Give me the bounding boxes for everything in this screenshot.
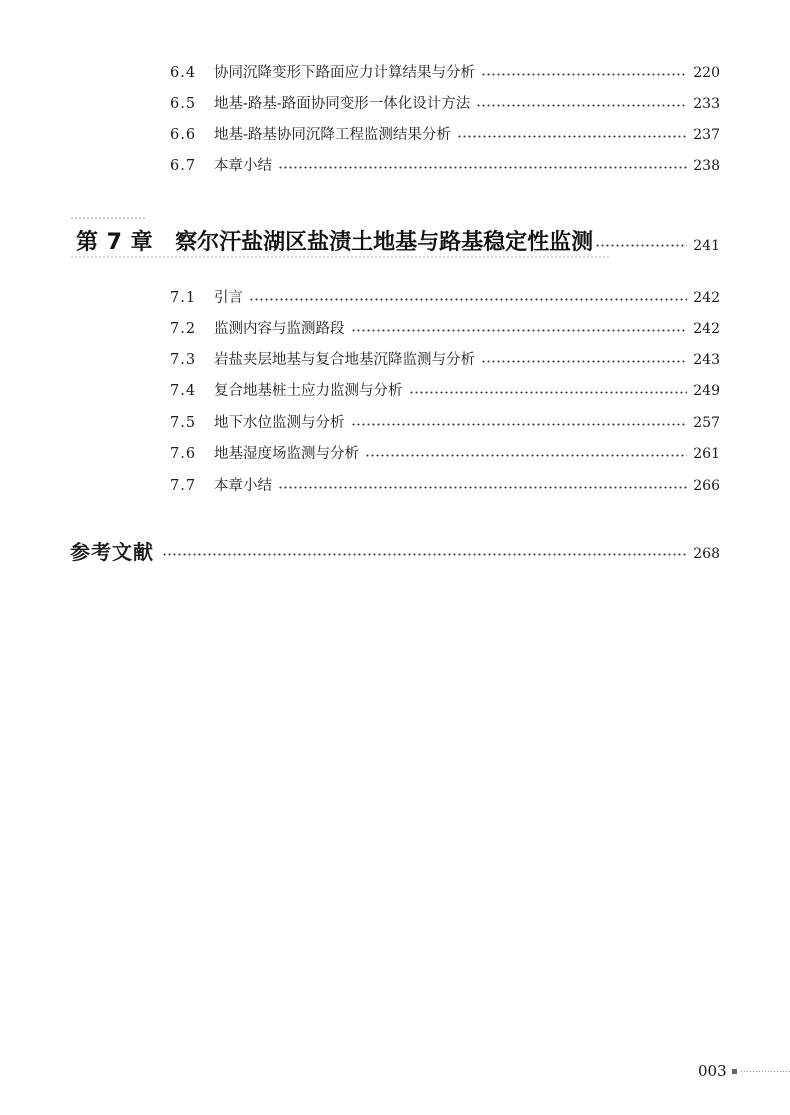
toc-entry-7-5 xyxy=(170,410,720,432)
section-number: 7.1 xyxy=(170,290,197,306)
chapter-dotted-rule-top xyxy=(70,217,146,219)
page-number: 237 xyxy=(693,127,720,143)
section-number: 7.7 xyxy=(170,478,197,494)
toc-entry-7-7 xyxy=(170,473,720,495)
section-title: 本章小结 xyxy=(214,478,272,494)
section-number: 7.3 xyxy=(170,352,197,368)
page-number: 242 xyxy=(693,321,720,337)
dot-leader xyxy=(409,390,688,395)
page-number: 242 xyxy=(693,290,720,306)
chapter-label: 第 7 章 xyxy=(76,230,154,255)
chapter-title: 察尔汗盐湖区盐渍土地基与路基稳定性监测 xyxy=(175,230,594,255)
page-number: 249 xyxy=(693,383,720,399)
section-title: 协同沉降变形下路面应力计算结果与分析 xyxy=(214,65,475,81)
section-number: 6.7 xyxy=(170,158,197,174)
folio-marker xyxy=(732,1069,737,1074)
page-number: 220 xyxy=(693,65,720,81)
section-title: 岩盐夹层地基与复合地基沉降监测与分析 xyxy=(214,352,475,368)
folio-dotted-rule xyxy=(740,1071,790,1072)
section-title: 地下水位监测与分析 xyxy=(214,415,345,431)
section-title: 地基-路基协同沉降工程监测结果分析 xyxy=(214,127,451,143)
chapter-dotted-rule-bottom xyxy=(70,256,610,258)
dot-leader xyxy=(481,359,687,364)
dot-leader xyxy=(249,297,687,302)
dot-leader xyxy=(278,485,687,490)
section-number: 7.6 xyxy=(170,446,197,462)
folio-number: 003 xyxy=(698,1062,727,1080)
dot-leader xyxy=(365,453,687,458)
toc-entry-6-5 xyxy=(170,91,720,113)
page-number: 268 xyxy=(693,546,720,562)
chapter-7-heading xyxy=(76,226,720,256)
references-label: 参考文献 xyxy=(70,540,154,564)
references-entry xyxy=(70,536,720,564)
dot-leader xyxy=(476,103,687,108)
section-number: 7.5 xyxy=(170,415,197,431)
page-number: 257 xyxy=(693,415,720,431)
section-title: 引言 xyxy=(214,290,243,306)
dot-leader xyxy=(457,134,687,139)
toc-entry-7-6 xyxy=(170,441,720,463)
dot-leader xyxy=(351,328,688,333)
section-number: 6.4 xyxy=(170,65,197,81)
section-title: 地基湿度场监测与分析 xyxy=(214,446,359,462)
section-number: 7.4 xyxy=(170,383,197,399)
dot-leader xyxy=(351,422,688,427)
section-number: 7.2 xyxy=(170,321,197,337)
section-title: 复合地基桩土应力监测与分析 xyxy=(214,383,403,399)
page-footer xyxy=(698,1060,790,1082)
page-number: 241 xyxy=(693,238,720,254)
toc-entry-6-4 xyxy=(170,60,720,82)
page-number: 233 xyxy=(693,96,720,112)
page-number: 238 xyxy=(693,158,720,174)
dot-leader xyxy=(481,72,687,77)
page-number: 261 xyxy=(693,446,720,462)
toc-entry-7-1 xyxy=(170,285,720,307)
toc-entry-7-3 xyxy=(170,347,720,369)
dot-leader xyxy=(595,243,687,248)
toc-entry-7-2 xyxy=(170,316,720,338)
page-number: 243 xyxy=(693,352,720,368)
toc-entry-6-6 xyxy=(170,122,720,144)
section-title: 地基-路基-路面协同变形一体化设计方法 xyxy=(214,96,471,112)
toc-entry-7-4 xyxy=(170,378,720,400)
section-title: 监测内容与监测路段 xyxy=(214,321,345,337)
dot-leader xyxy=(162,552,687,557)
section-number: 6.5 xyxy=(170,96,197,112)
dot-leader xyxy=(278,165,687,170)
page-number: 266 xyxy=(693,478,720,494)
toc-entry-6-7 xyxy=(170,153,720,175)
section-number: 6.6 xyxy=(170,127,197,143)
section-title: 本章小结 xyxy=(214,158,272,174)
